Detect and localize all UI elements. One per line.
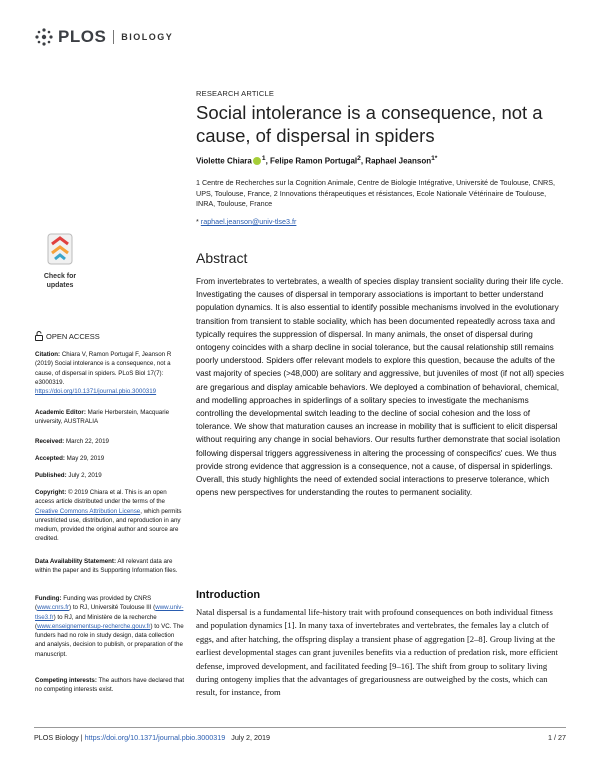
corresponding-email xyxy=(196,217,296,226)
open-lock-icon xyxy=(35,331,43,341)
logo-text: PLOS xyxy=(58,27,107,46)
funding-text: ) to RJ, Université Toulouse III ( xyxy=(69,604,156,612)
orcid-icon[interactable] xyxy=(253,157,261,165)
check-for-updates-badge[interactable] xyxy=(35,232,85,288)
introduction-heading: Introduction xyxy=(196,589,261,601)
competing-interests-label: Competing interests: xyxy=(35,677,97,684)
academic-editor-text: Marie Herberstein, Macquarie university, AUSTRALIA xyxy=(35,409,170,426)
funding-text: ) to VC. The funders had no role in study design, data collection and analysis, decision to publish, or preparation of the manuscript. xyxy=(35,622,184,658)
logo-divider xyxy=(113,30,114,44)
journal-name: BIOLOGY xyxy=(121,32,174,42)
accepted-text: May 29, 2019 xyxy=(64,455,105,462)
published-label: Published: xyxy=(35,472,67,479)
author-name[interactable]: , Raphael Jeanson xyxy=(360,156,432,166)
page-number: 1 / 27 xyxy=(548,733,566,742)
funding-block xyxy=(35,594,185,659)
funding-text: Funding was provided by CNRS ( xyxy=(35,595,152,612)
academic-editor-label: Academic Editor: xyxy=(35,409,86,416)
funding-label: Funding: xyxy=(35,595,62,602)
author-list xyxy=(196,155,437,166)
open-access-label xyxy=(35,331,100,341)
check-label-line1: Check for xyxy=(43,273,77,280)
citation-label: Citation: xyxy=(35,351,61,358)
citation-text: Chiara V, Ramon Portugal F, Jeanson R (2019) Social intolerance is a consequence, not a cause, of dispersal in spiders. PLoS Biol 17(7): e3000319. xyxy=(35,351,172,386)
competing-interests-text: The authors have declared that no competing interests exist. xyxy=(35,677,185,694)
affiliations: 1 Centre de Recherches sur la Cognition Animale, Centre de Biologie Intégrative, Université de Toulouse, CNRS, UPS, Toulouse, France, 2 Innovations thérapeutiques et résistances, Ecole Nationale Vétérinaire de Toulouse, INRA, Toulouse, France xyxy=(196,178,556,208)
open-access-text: OPEN ACCESS xyxy=(46,331,100,341)
email-link[interactable]: raphael.jeanson@univ-tlse3.fr xyxy=(200,217,297,226)
data-availability xyxy=(35,557,185,576)
article-title: Social intolerance is a consequence, not a cause, of dispersal in spiders xyxy=(196,102,543,146)
received-label: Received: xyxy=(35,438,65,445)
funding-link[interactable]: www.univ-tlse3.fr xyxy=(35,604,184,621)
citation-block xyxy=(35,350,185,396)
author-name[interactable]: Violette Chiara xyxy=(196,156,252,166)
data-availability-text: All relevant data are within the paper and its Supporting Information files. xyxy=(35,558,178,575)
abstract-heading: Abstract xyxy=(196,250,248,266)
academic-editor xyxy=(35,408,185,427)
copyright-label: Copyright: xyxy=(35,489,67,496)
footer xyxy=(34,733,270,742)
footer-date: July 2, 2019 xyxy=(225,733,271,742)
abstract-text: From invertebrates to vertebrates, a wealth of species display transient sociality during their life cycle. Investigating the causes of dispersal in temporary associations is important to better understand population dynamics. It is also essential to identify possible mechanisms involved in the evolutionary transition from transient to stable sociality, which has been documented repeatedly across taxa and typically requires the suppression of dispersal. In many animals, the onset of dispersal during ontogeny coincides with a sharp decline in social tolerance, but the causal relationship still remains poorly understood. Spiders offer relevant models to explore this question, because the adults of the vast majority of species (>48,000) are solitary and aggressive, but juveniles of most (if not all) species are gregarious and display amicable behaviors. We deployed a combination of behavioral, chemical, and modelling approaches in spiderlings of a solitary species to investigate the mechanisms controlling the developmental switch leading to the decline of social cohesion and the loss of tolerance. We show that maturation causes an increase in mobility that is sufficient to elicit dispersal without requiring any change in social behaviors. Our results further demonstrate that social isolation following dispersal triggers aggressiveness in altering the processing of conspecifics' cues. We thus provide strong evidence that aggression is a consequence, not a cause, of dispersal in spiderlings. Overall, this study highlights the need of extended social interactions to preserve tolerance, which opens new perspectives for understanding the routes to permanent sociality. xyxy=(196,277,564,498)
footer-doi-link[interactable]: https://doi.org/10.1371/journal.pbio.3000319 xyxy=(84,733,226,742)
funding-text: ) to RJ, and Ministère de la recherche ( xyxy=(35,613,157,630)
article-type: RESEARCH ARTICLE xyxy=(196,89,275,98)
funding-link[interactable]: www.enseignementsup-recherche.gouv.fr xyxy=(37,622,151,630)
data-availability-label: Data Availability Statement: xyxy=(35,558,117,565)
published-date xyxy=(35,471,185,480)
received-text: March 22, 2019 xyxy=(64,438,109,445)
footer-divider xyxy=(34,727,566,728)
footer-journal: PLOS Biology | xyxy=(34,733,85,742)
plos-logo-icon xyxy=(34,27,54,47)
check-label-line2: updates xyxy=(46,281,74,289)
author-affiliation-marker: 1 xyxy=(261,155,266,162)
author-affiliation-marker: 2 xyxy=(357,155,361,162)
citation-doi-link[interactable]: https://doi.org/10.1371/journal.pbio.3000319 xyxy=(35,388,157,396)
competing-interests xyxy=(35,676,185,695)
copyright-text: © 2019 Chiara et al. This is an open access article distributed under the terms of the xyxy=(35,489,167,506)
license-link[interactable]: Creative Commons Attribution License xyxy=(35,507,141,515)
email-marker: * xyxy=(196,217,201,226)
published-text: July 2, 2019 xyxy=(66,472,102,479)
introduction-text: Natal dispersal is a fundamental life-history trait with profound consequences on both individual fitness and population dynamics [1]. In many taxa of invertebrates and vertebrates, the females lay a clutch of eggs, and after hatching, the offspring display a transient phase of aggregation [2–8]. Group living at the earliest developmental stages can grant juveniles benefits via a reduction of predation risk, more efficient defense, improved development, and facilitated feeding [9–16]. The shift from group to solitary living during ontogeny implies that the advantages of gregariousness are outweighed by the costs, which can result, for instance, from xyxy=(196,607,558,698)
funding-link[interactable]: www.cnrs.fr xyxy=(37,604,70,612)
copyright-block xyxy=(35,488,185,544)
accepted-date xyxy=(35,454,185,463)
author-name[interactable]: , Felipe Ramon Portugal xyxy=(265,156,358,166)
copyright-text: , which permits unrestricted use, distribution, and reproduction in any medium, provided the original author and source are credited. xyxy=(35,507,182,543)
accepted-label: Accepted: xyxy=(35,455,65,462)
check-for-updates-icon xyxy=(35,232,85,266)
author-affiliation-marker: 1* xyxy=(431,155,438,162)
plos-logo xyxy=(34,26,173,48)
received-date xyxy=(35,437,185,446)
